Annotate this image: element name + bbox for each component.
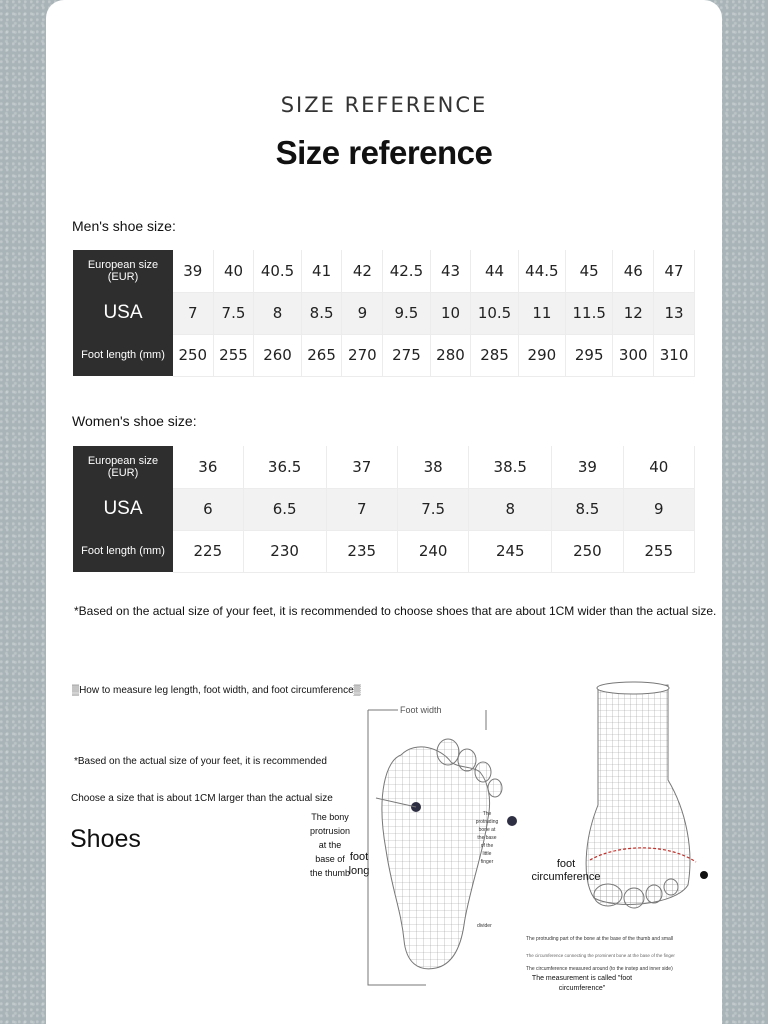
table-row <box>73 530 695 572</box>
table-cell: 10.5 <box>471 292 518 334</box>
row-header: European size (EUR) <box>73 250 173 292</box>
table-cell: 8.5 <box>301 292 342 334</box>
table-cell: 275 <box>383 334 430 376</box>
table-cell: 36 <box>173 446 243 488</box>
divider-label: divider <box>477 923 492 929</box>
table-cell: 8 <box>254 292 301 334</box>
table-cell: 40.5 <box>254 250 301 292</box>
table-row <box>73 446 695 488</box>
foot-long-label: foot long <box>348 851 370 877</box>
table-cell: 42 <box>342 250 383 292</box>
table-row <box>73 488 695 530</box>
table-cell: 230 <box>243 530 326 572</box>
foot-width-label: Foot width <box>400 705 442 715</box>
table-cell: 40 <box>213 250 254 292</box>
table-cell: 265 <box>301 334 342 376</box>
row-header: USA <box>73 488 173 530</box>
table-cell: 240 <box>397 530 468 572</box>
table-cell: 250 <box>552 530 623 572</box>
shoes-title: Shoes <box>70 825 141 853</box>
little-finger-label: The protruding bone at the base of the little finger <box>475 811 499 865</box>
table-cell: 39 <box>552 446 623 488</box>
table-cell: 11 <box>518 292 565 334</box>
table-row <box>73 250 695 292</box>
table-cell: 9.5 <box>383 292 430 334</box>
table-cell: 44 <box>471 250 518 292</box>
women-section-label: Women's shoe size: <box>72 413 197 429</box>
table-cell: 36.5 <box>243 446 326 488</box>
men-size-table <box>73 250 695 377</box>
size-card <box>46 0 722 1024</box>
men-section-label: Men's shoe size: <box>72 218 176 234</box>
table-row <box>73 334 695 376</box>
table-cell: 37 <box>326 446 397 488</box>
table-cell: 42.5 <box>383 250 430 292</box>
table-cell: 10 <box>430 292 471 334</box>
table-cell: 47 <box>654 250 695 292</box>
table-cell: 260 <box>254 334 301 376</box>
table-cell: 7 <box>326 488 397 530</box>
table-cell: 7.5 <box>397 488 468 530</box>
table-cell: 250 <box>173 334 213 376</box>
row-header: USA <box>73 292 173 334</box>
desc-line-3: The circumference measured around (to the instep and inner side) <box>526 966 673 972</box>
table-cell: 270 <box>342 334 383 376</box>
table-cell: 9 <box>623 488 694 530</box>
foot-circumference-label: foot circumference <box>531 858 601 883</box>
table-cell: 6 <box>173 488 243 530</box>
table-cell: 41 <box>301 250 342 292</box>
table-cell: 7 <box>173 292 213 334</box>
table-cell: 43 <box>430 250 471 292</box>
table-cell: 9 <box>342 292 383 334</box>
foot-front-diagram <box>576 680 706 930</box>
table-cell: 290 <box>518 334 565 376</box>
table-cell: 38.5 <box>469 446 552 488</box>
row-header: European size (EUR) <box>73 446 173 488</box>
table-cell: 310 <box>654 334 695 376</box>
table-cell: 12 <box>613 292 654 334</box>
recommended-note: *Based on the actual size of your feet, it is recommended <box>74 756 327 767</box>
bony-protrusion-label: The bony protrusion at the base of the thumb <box>309 812 351 878</box>
table-cell: 45 <box>566 250 613 292</box>
table-cell: 255 <box>213 334 254 376</box>
row-header: Foot length (mm) <box>73 334 173 376</box>
larger-note: Choose a size that is about 1CM larger than the actual size <box>71 793 333 804</box>
table-row <box>73 292 695 334</box>
table-cell: 40 <box>623 446 694 488</box>
table-cell: 225 <box>173 530 243 572</box>
table-cell: 245 <box>469 530 552 572</box>
table-cell: 7.5 <box>213 292 254 334</box>
table-cell: 8 <box>469 488 552 530</box>
desc-line-2: The circumference connecting the prominent bone at the base of the finger <box>526 953 675 958</box>
page-title: Size reference <box>275 134 493 171</box>
table-cell: 38 <box>397 446 468 488</box>
table-cell: 13 <box>654 292 695 334</box>
row-header: Foot length (mm) <box>73 530 173 572</box>
wider-note: *Based on the actual size of your feet, it is recommended to choose shoes that are about 1CM wider than the actual size. <box>74 604 717 618</box>
table-cell: 235 <box>326 530 397 572</box>
table-cell: 295 <box>566 334 613 376</box>
table-cell: 44.5 <box>518 250 565 292</box>
table-cell: 280 <box>430 334 471 376</box>
table-cell: 39 <box>173 250 213 292</box>
table-cell: 255 <box>623 530 694 572</box>
sub-heading: SIZE REFERENCE <box>280 93 488 117</box>
how-to-heading: ▒How to measure leg length, foot width, and foot circumference▒ <box>72 685 361 696</box>
table-cell: 285 <box>471 334 518 376</box>
desc-line-4: The measurement is called "foot circumference" <box>531 975 633 992</box>
table-cell: 8.5 <box>552 488 623 530</box>
table-cell: 300 <box>613 334 654 376</box>
table-cell: 11.5 <box>566 292 613 334</box>
desc-line-1: The protruding part of the bone at the base of the thumb and small <box>526 936 674 942</box>
table-cell: 46 <box>613 250 654 292</box>
table-cell: 6.5 <box>243 488 326 530</box>
women-size-table <box>73 446 695 573</box>
